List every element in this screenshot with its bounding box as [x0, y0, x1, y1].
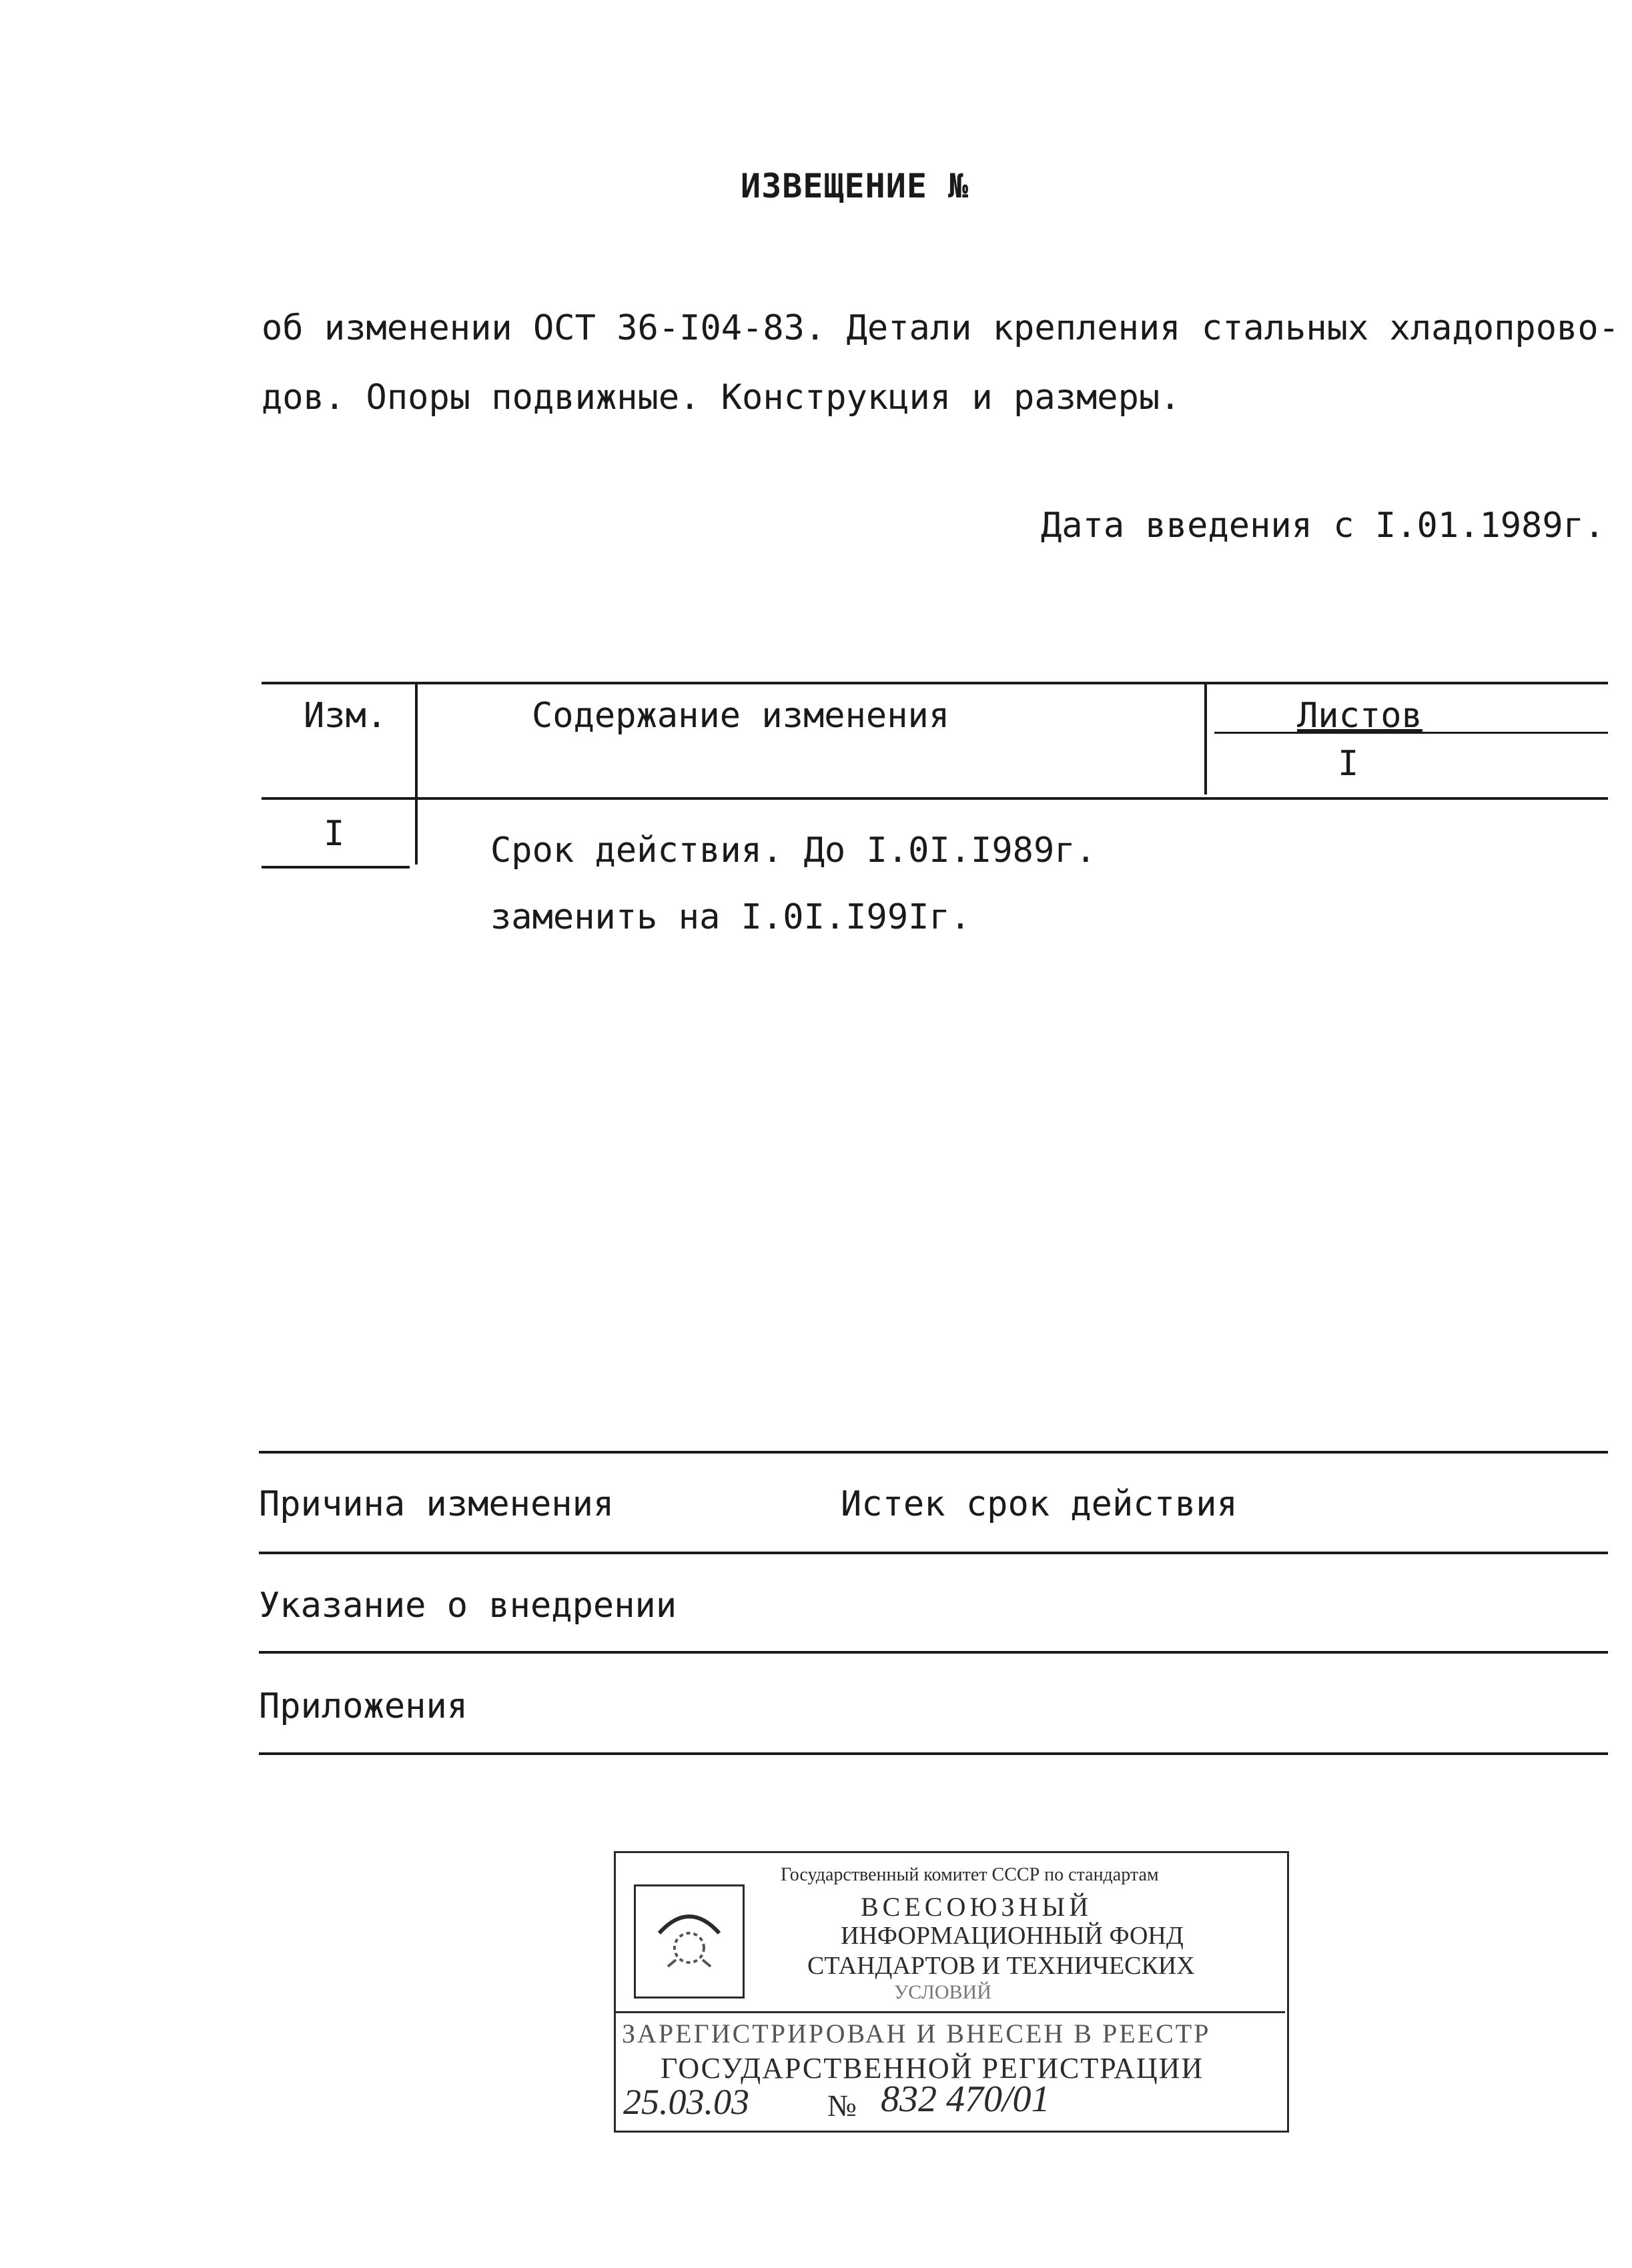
table-col-divider-1 [415, 684, 418, 865]
notice-title: ИЗВЕЩЕНИЕ № [741, 167, 969, 205]
header-sheets-count: I [1338, 744, 1359, 784]
reason-value: Истек срок действия [841, 1484, 1238, 1524]
footer-rule-2 [259, 1552, 1608, 1554]
stamp-line-4: УСЛОВИЙ [894, 1981, 991, 2003]
stamp-line-1: ВСЕСОЮЗНЫЙ [861, 1892, 1093, 1922]
header-sheets: Листов [1297, 696, 1422, 736]
implementation-label: Указание о внедрении [259, 1586, 677, 1626]
header-change-no: Изм. [304, 696, 388, 736]
effective-date: Дата введения с I.01.1989г. [1041, 506, 1605, 546]
attachments-label: Приложения [259, 1686, 468, 1726]
table-col-divider-2 [1204, 684, 1207, 794]
row-content-line-1: Срок действия. До I.0I.I989г. [490, 830, 1096, 871]
footer-rule-1 [259, 1451, 1608, 1454]
header-content: Содержание изменения [532, 696, 950, 736]
footer-rule-3 [259, 1651, 1608, 1654]
stamp-line-5: ЗАРЕГИСТРИРОВАН И ВНЕСЕН В РЕЕСТР [622, 2019, 1211, 2049]
stamp-line-2: ИНФОРМАЦИОННЫЙ ФОНД [841, 1922, 1184, 1950]
stamp-date: 25.03.03 [623, 2082, 749, 2122]
table-header-rule [262, 797, 1608, 800]
table-row-rule [262, 866, 410, 869]
stamp-line-3: СТАНДАРТОВ И ТЕХНИЧЕСКИХ [807, 1952, 1195, 1980]
table-top-rule [262, 682, 1381, 684]
stamp-emblem-icon [634, 1884, 745, 1999]
reason-label: Причина изменения [259, 1484, 615, 1524]
row-content-line-2: заменить на I.0I.I99Iг. [490, 897, 971, 937]
stamp-number-label: № [827, 2089, 857, 2123]
row-change-no: I [324, 814, 345, 854]
subject-line-1: об изменении ОСТ 36-I04-83. Детали крепления стальных хладопрово- [262, 308, 1619, 348]
footer-rule-4 [259, 1752, 1608, 1755]
stamp-line-6: ГОСУДАРСТВЕННОЙ РЕГИСТРАЦИИ [661, 2052, 1204, 2085]
stamp-registration-number: 832 470/01 [881, 2079, 1050, 2120]
registration-stamp [614, 1851, 1288, 2131]
stamp-committee: Государственный комитет СССР по стандартам [781, 1864, 1159, 1885]
table-top-rule-right [1214, 682, 1608, 684]
subject-line-2: дов. Опоры подвижные. Конструкция и размеры. [262, 378, 1181, 418]
